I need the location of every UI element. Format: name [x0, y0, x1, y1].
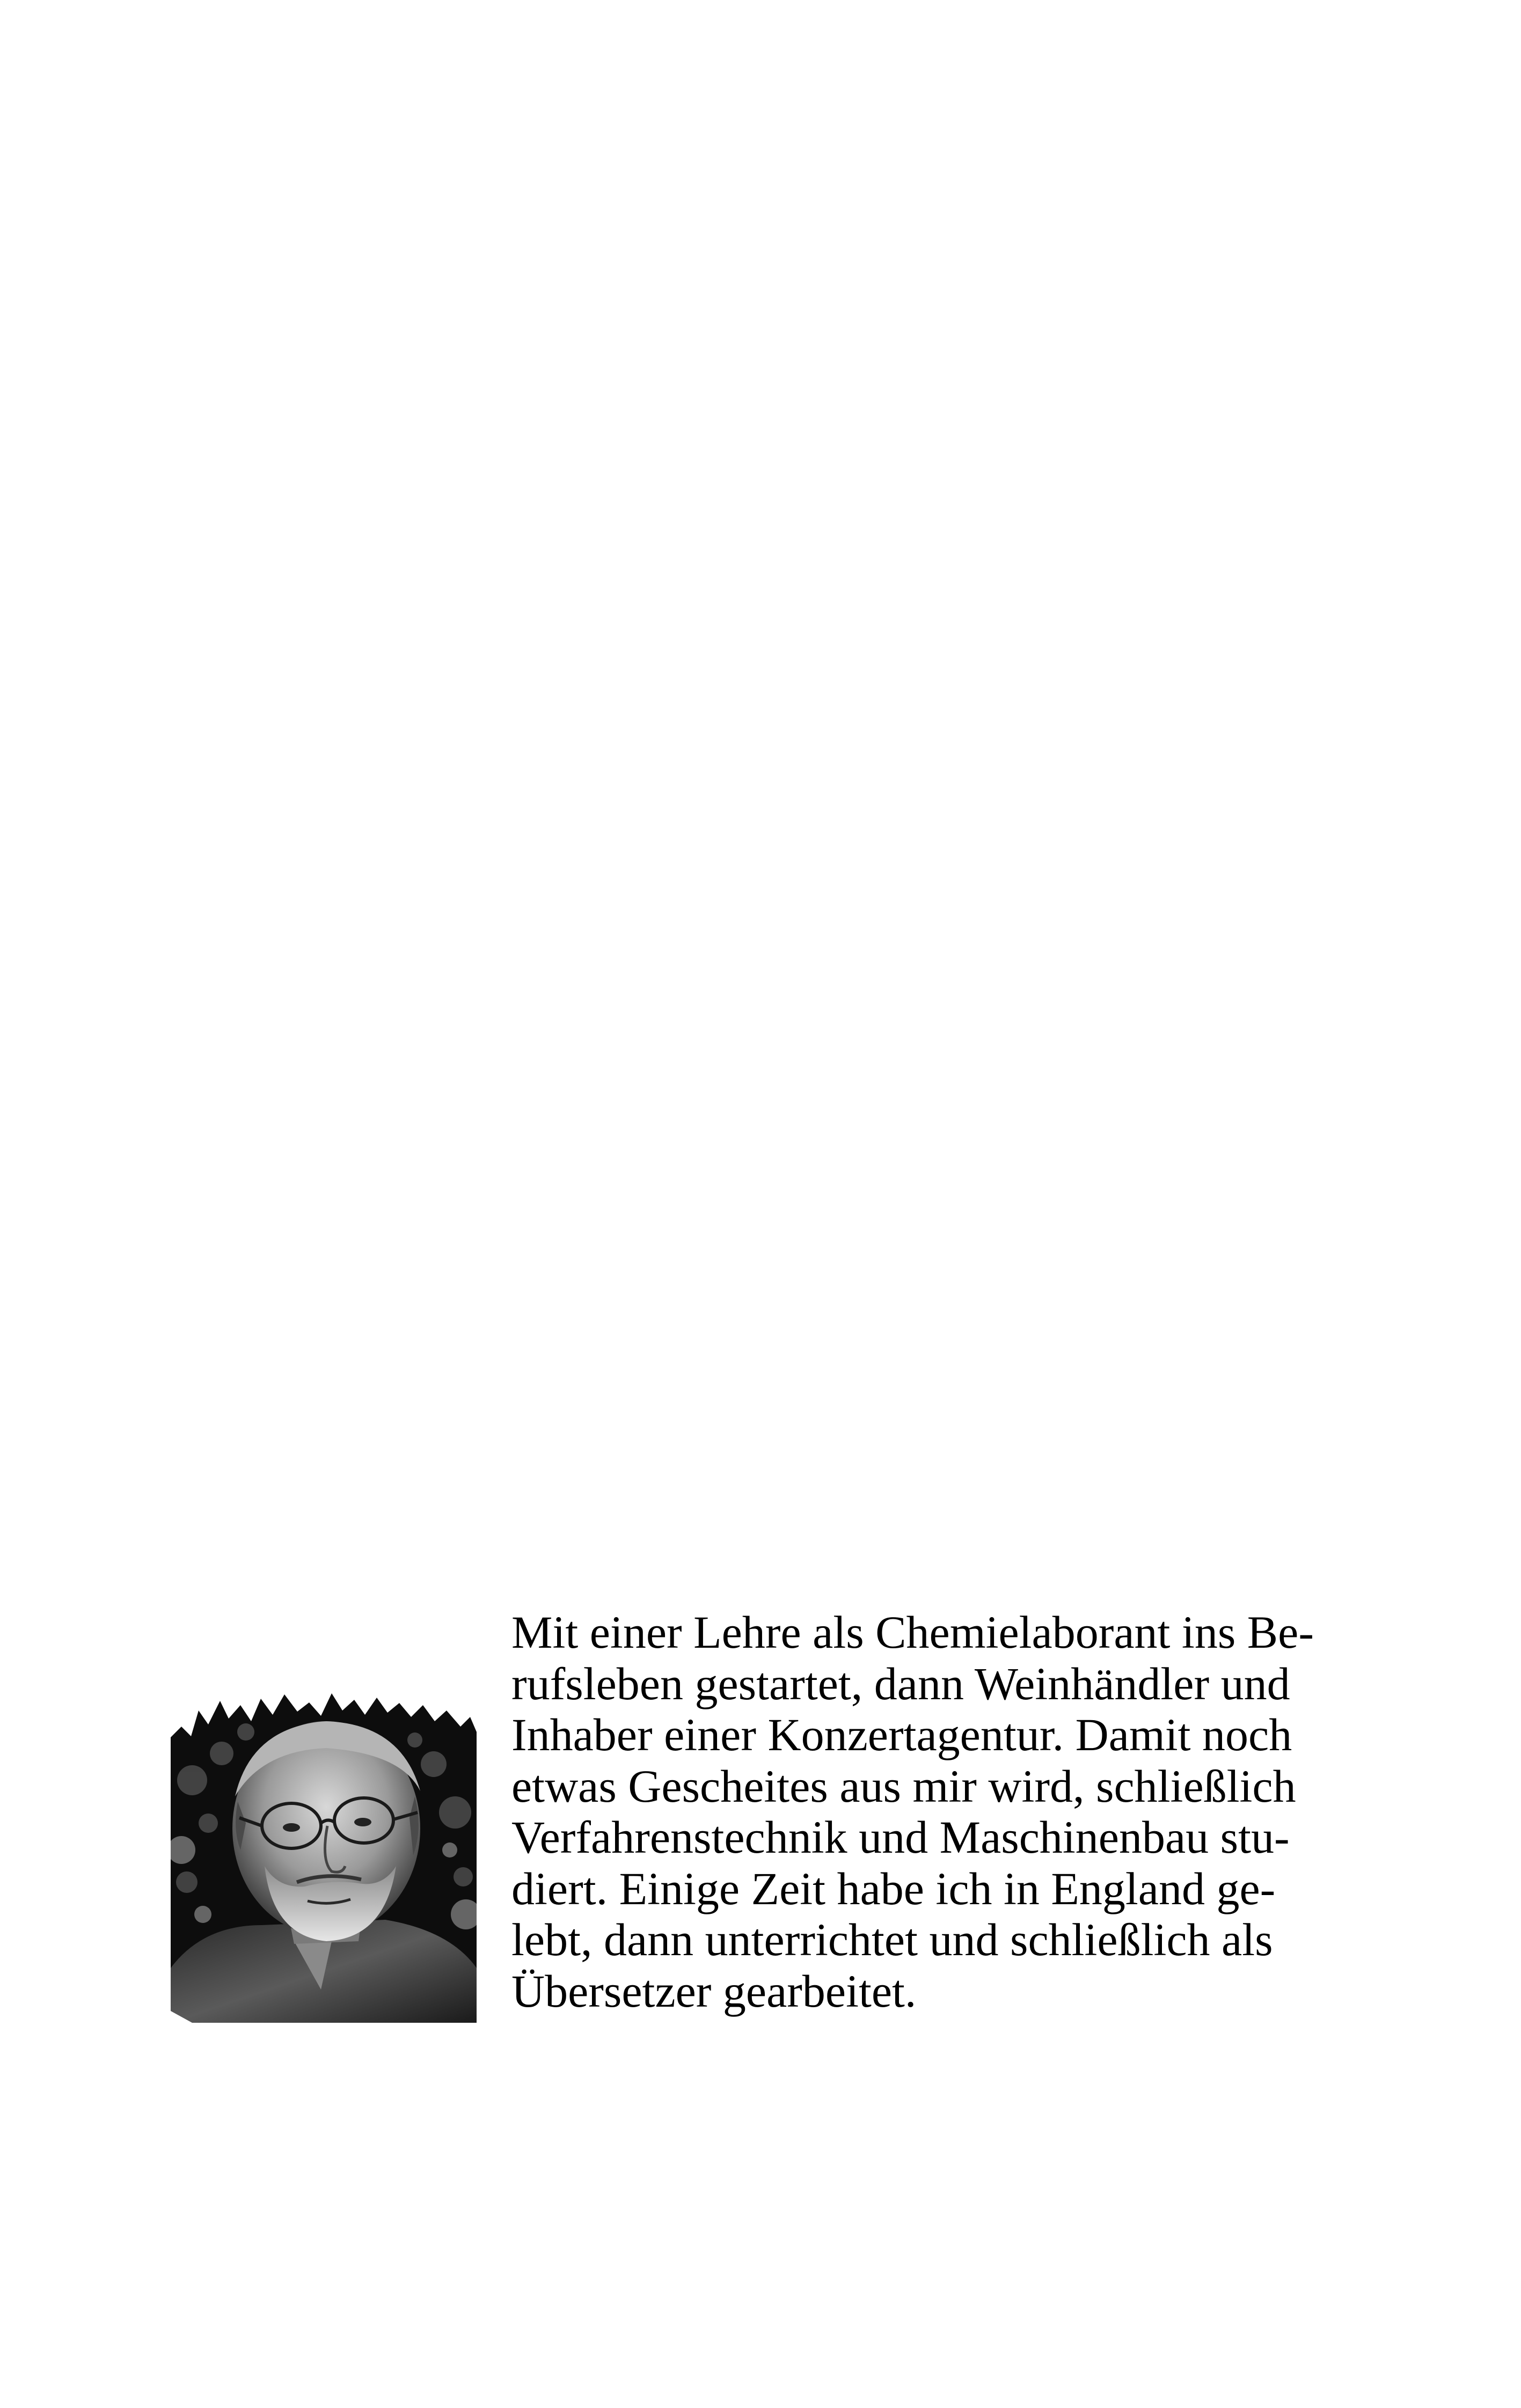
- bio-line: rufsleben gestartet, dann Weinhändler und: [511, 1657, 1290, 1709]
- author-portrait-image: [171, 1689, 477, 2023]
- bio-line: etwas Gescheites aus mir wird, schließlich: [511, 1760, 1296, 1812]
- bio-line: lebt, dann unterrichtet und schließlich als: [511, 1914, 1273, 1965]
- bio-line: diert. Einige Zeit habe ich in England ge-: [511, 1862, 1276, 1914]
- bio-line: Inhaber einer Konzertagentur. Damit noch: [511, 1709, 1292, 1760]
- author-bio: [511, 1607, 1349, 2017]
- author-photo: [171, 1689, 477, 2023]
- bio-line: Verfahrenstechnik und Maschinenbau stu-: [511, 1811, 1290, 1863]
- bio-line: Mit einer Lehre als Chemielaborant ins Be-: [511, 1606, 1314, 1658]
- bio-line: Übersetzer gearbeitet.: [511, 1965, 917, 2017]
